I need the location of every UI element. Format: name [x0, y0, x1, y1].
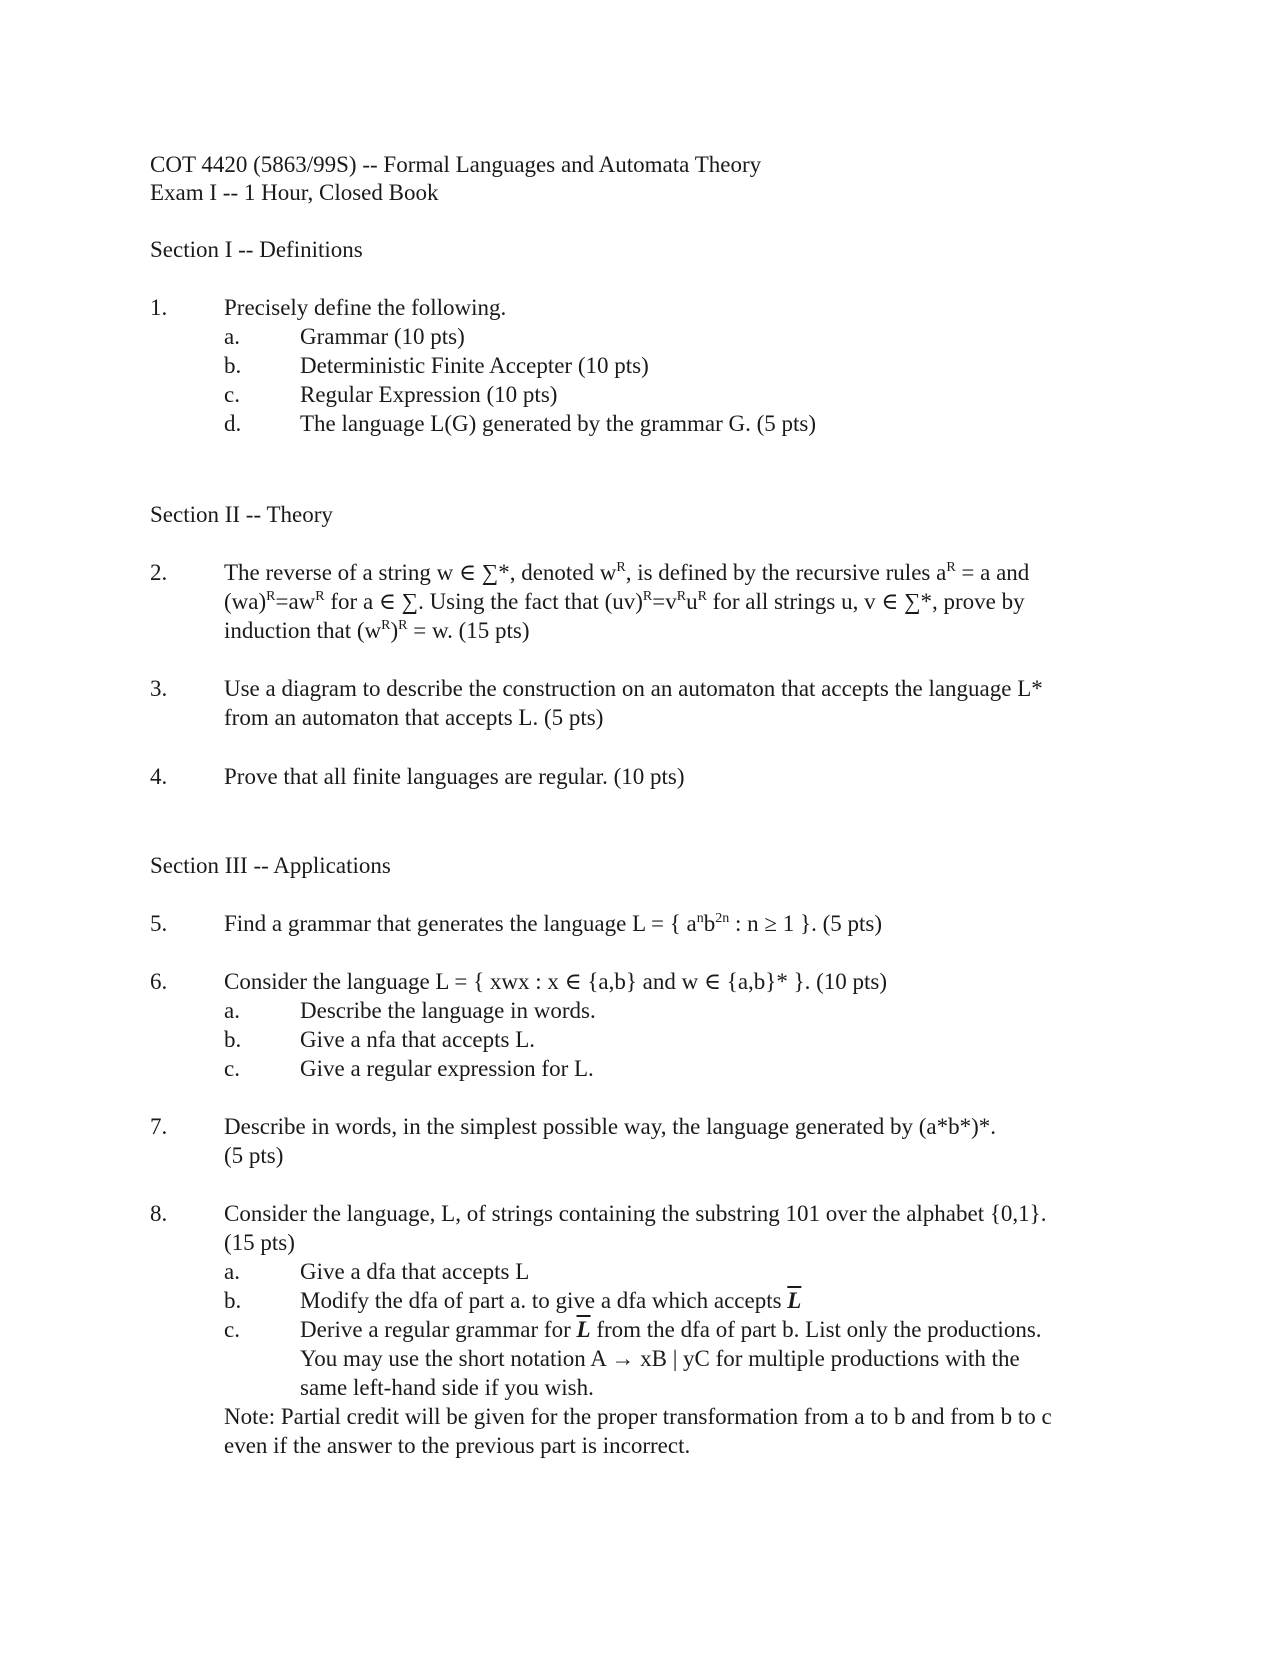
- q8-c-text-line-3: same left-hand side if you wish.: [300, 1375, 594, 1400]
- q6-a-text: Describe the language in words.: [300, 998, 596, 1023]
- question-6-text: Consider the language L = { xwx : x ∈ {a,b} and w ∈ {a,b}* }. (10 pts): [224, 969, 888, 994]
- q1-a-text: Grammar (10 pts): [300, 324, 465, 349]
- question-2-line-3: induction that $(w^R)^R = w$. (15 pts): [224, 618, 530, 643]
- question-5-number: 5.: [150, 911, 168, 936]
- q8-note-line-1: Note: Partial credit will be given for the proper transformation from a to b and from b to c: [224, 1404, 1052, 1429]
- section-theory-heading: Section II -- Theory: [150, 502, 333, 527]
- q8-a-letter: a.: [224, 1259, 240, 1284]
- question-7-line-1: Describe in words, in the simplest possible way, the language generated by (a*b*)*.: [224, 1114, 996, 1139]
- question-2-line-1: The reverse of a string w ∈ ∑*, denoted $w^R$, is defined by the recursive rules $a^R = a$ and: [224, 560, 1030, 585]
- q1-d-letter: d.: [224, 411, 242, 436]
- q1-b-text: Deterministic Finite Accepter (10 pts): [300, 353, 649, 378]
- question-5-text: Find a grammar that generates the language L = { $a^nb^{2n}$ : n ≥ 1 }. (5 pts): [224, 911, 882, 936]
- exam-title: COT 4420 (5863/99S) -- Formal Languages and Automata Theory: [150, 152, 762, 177]
- question-7-line-2: (5 pts): [224, 1143, 284, 1168]
- q6-c-letter: c.: [224, 1056, 240, 1081]
- question-3-line-1: Use a diagram to describe the construction on an automaton that accepts the language L*: [224, 676, 1043, 701]
- q6-b-text: Give a nfa that accepts L.: [300, 1027, 535, 1052]
- question-1-number: 1.: [150, 295, 168, 320]
- question-3-number: 3.: [150, 676, 168, 701]
- question-8-line-1: Consider the language, L, of strings containing the substring 101 over the alphabet {0,1}.: [224, 1201, 1047, 1226]
- section-definitions-heading: Section I -- Definitions: [150, 237, 363, 262]
- q6-c-text: Give a regular expression for L.: [300, 1056, 594, 1081]
- question-7-number: 7.: [150, 1114, 168, 1139]
- q8-a-text: Give a dfa that accepts L: [300, 1259, 530, 1284]
- q1-a-letter: a.: [224, 324, 240, 349]
- question-8-line-2: (15 pts): [224, 1230, 295, 1255]
- q8-b-text: Modify the dfa of part a. to give a dfa which accepts $\overline{L}$: [300, 1288, 802, 1313]
- question-2-line-2: $(wa)^R=aw^R$ for a ∈ ∑. Using the fact that $(uv)^R=v^Ru^R$ for all strings u, v ∈ ∑*, prove by: [224, 589, 1025, 614]
- question-6-number: 6.: [150, 969, 168, 994]
- q8-b-letter: b.: [224, 1288, 242, 1313]
- q6-b-letter: b.: [224, 1027, 242, 1052]
- exam-subtitle: Exam I -- 1 Hour, Closed Book: [150, 180, 439, 205]
- q1-c-letter: c.: [224, 382, 240, 407]
- question-4-text: Prove that all finite languages are regular. (10 pts): [224, 764, 685, 789]
- section-applications-heading: Section III -- Applications: [150, 853, 391, 878]
- q8-c-letter: c.: [224, 1317, 240, 1342]
- question-2-number: 2.: [150, 560, 168, 585]
- l-complement-symbol: $\overline{L}$: [787, 1288, 802, 1313]
- q8-c-text-line-1: Derive a regular grammar for $\overline{L}$ from the dfa of part b. List only the productions.: [300, 1317, 1042, 1342]
- l-complement-symbol: $\overline{L}$: [576, 1317, 591, 1342]
- q1-b-letter: b.: [224, 353, 242, 378]
- q8-note-line-2: even if the answer to the previous part is incorrect.: [224, 1433, 691, 1458]
- q8-c-text-line-2: You may use the short notation A → xB | yC for multiple productions with the: [300, 1346, 1020, 1371]
- question-1-text: Precisely define the following.: [224, 295, 507, 320]
- question-3-line-2: from an automaton that accepts L. (5 pts): [224, 705, 604, 730]
- q1-d-text: The language L(G) generated by the grammar G. (5 pts): [300, 411, 817, 436]
- q1-c-text: Regular Expression (10 pts): [300, 382, 558, 407]
- q6-a-letter: a.: [224, 998, 240, 1023]
- question-4-number: 4.: [150, 764, 168, 789]
- question-8-number: 8.: [150, 1201, 168, 1226]
